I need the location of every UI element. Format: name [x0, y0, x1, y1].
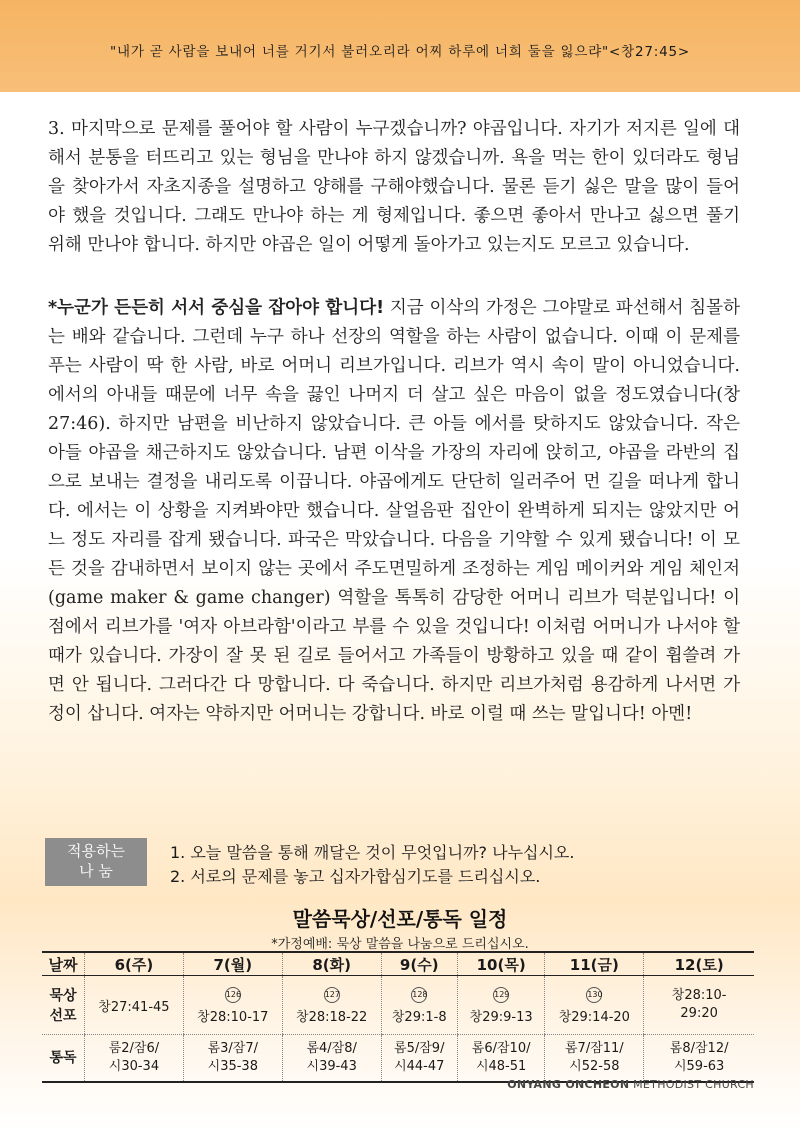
reading-part-b: 시30-34: [108, 1059, 160, 1074]
reading-part-a: 롬4/잠8/: [306, 1041, 357, 1056]
reading-part-a: 룸2/잠6/: [108, 1041, 160, 1056]
meditation-cell: [381, 976, 457, 1035]
reading-cell: [644, 1035, 754, 1083]
header-cell: 11(금): [545, 952, 644, 976]
meditation-cell: [545, 976, 644, 1035]
row-label-b: 선포: [49, 1008, 77, 1024]
reading-cell: [85, 1035, 184, 1083]
day-number-badge: 128: [411, 987, 427, 1003]
reading-part-b: 시52-58: [569, 1059, 620, 1074]
reading-cell: [282, 1035, 381, 1083]
apply-item-1: 1. 오늘 말씀을 통해 깨달은 것이 무엇입니까? 나누십시오.: [170, 843, 575, 862]
meditation-cell: [85, 976, 184, 1035]
paragraph-3: 3. 마지막으로 문제를 풀어야 할 사람이 누구겠습니까? 야곱입니다. 자기가 저지른 일에 대해서 분통을 터뜨리고 있는 형님을 만나야 하지 않겠습니까. 욕을 먹는 한이 있더라도 형님을 찾아가서 자초지종을 설명하고 양해를 구해야했습니다. 물론 듣기 싫은 말을 많이 들어야 했을 것입니다. 그래도 만나야 하는 게 형제입니다. 좋으면 좋아서 만나고 싫으면 풀기 위해 만나야 합니다. 하지만 야곱은 일이 어떻게 돌아가고 있는지도 모르고 있습니다.: [48, 119, 740, 255]
header-cell: 8(화): [282, 952, 381, 976]
passage-ref: 창28:18-22: [296, 1009, 368, 1025]
meditation-row: [42, 976, 754, 1035]
meditation-cell: [457, 976, 545, 1035]
row-label-a: 묵상: [49, 988, 77, 1004]
apply-label-line2: 나 눔: [79, 862, 113, 880]
passage-ref: 창28:10-29:20: [671, 988, 727, 1021]
schedule-table: [42, 951, 754, 1083]
schedule-title: 말씀묵상/선포/통독 일정: [292, 907, 508, 931]
day-number-badge: 130: [586, 987, 602, 1003]
church-name-rest: METHODIST CHURCH: [633, 1078, 754, 1091]
meditation-cell: [644, 976, 754, 1035]
header-cell: 날짜: [42, 952, 85, 976]
passage-ref: 창28:10-17: [197, 1009, 269, 1025]
header-cell: 9(수): [381, 952, 457, 976]
church-name: [507, 1078, 754, 1091]
reading-part-b: 시59-63: [673, 1059, 725, 1074]
paragraph-body: 지금 이삭의 가정은 그야말로 파선해서 침몰하는 배와 같습니다. 그런데 누구 하나 선장의 역할을 하는 사람이 없습니다. 이때 이 문제를 푸는 사람이 딱 한 사람, 바로 어머니 리브가입니다. 리브가 역시 속이 말이 아니었습니다. 에서의 아내들 때문에 너무 속을 끓인 나머지 더 살고 싶은 마음이 없을 정도였습니다(창27:46). 하지만 남편을 비난하지 않았습니다. 큰 아들 에서를 탓하지도 않았습니다. 작은 아들 야곱을 채근하지도 않았습니다. 남편 이삭을 가장의 자리에 앉히고, 야곱을 라반의 집으로 보내는 결정을 내리도록 이끕니다. 야곱에게도 단단히 일러주어 먼 길을 떠나게 합니다. 에서는 이 상황을 지켜봐야만 했습니다. 살얼음판 집안이 완벽하게 되지는 않았지만 어느 정도 자리를 잡게 됐습니다. 파국은 막았습니다. 다음을 기약할 수 있게 됐습니다! 이 모든 것을 감내하면서 보이지 않는 곳에서 주도면밀하게 조정하는 게임 메이커와 게임 체인저(game maker & game changer) 역할을 톡톡히 감당한 어머니 리브가 덕분입니다! 이 점에서 리브가를 '여자 아브라함'이라고 부를 수 있을 것입니다! 이처럼 어머니가 나서야 할 때가 있습니다. 가장이 잘 못 된 길로 들어서고 가족들이 방황하고 있을 때 같이 휩쓸려 가면 안 됩니다. 그러다간 다 망합니다. 다 죽습니다. 하지만 리브가처럼 용감하게 나서면 가정이 삽니다. 여자는 약하지만 어머니는 강합니다. 바로 이럴 때 쓰는 말입니다! 아멘!: [48, 298, 740, 724]
apply-label-line1: 적용하는: [67, 842, 125, 860]
reading-part-a: 롬5/잠9/: [394, 1041, 445, 1056]
paragraph-lead: *누군가 든든히 서서 중심을 잡아야 합니다!: [48, 298, 385, 318]
reading-part-a: 롬7/잠11/: [564, 1041, 624, 1056]
apply-label-box: [45, 838, 147, 886]
passage-ref: 창29:1-8: [391, 1009, 447, 1025]
schedule-header-row: [42, 952, 754, 976]
passage-ref: 창29:9-13: [469, 1009, 533, 1025]
day-number-badge: 126: [225, 987, 241, 1003]
day-number-badge: 127: [324, 987, 340, 1003]
passage-ref: 창29:14-20: [558, 1009, 630, 1025]
reading-part-a: 롬8/잠12/: [669, 1041, 729, 1056]
reading-row: [42, 1035, 754, 1083]
header-cell: 7(월): [183, 952, 282, 976]
reading-part-b: 시35-38: [207, 1059, 258, 1074]
passage-ref: 창27:41-45: [98, 999, 170, 1015]
header-cell: 12(토): [644, 952, 754, 976]
reading-part-b: 시48-51: [475, 1059, 527, 1074]
church-name-bold: ONYANG ONCHEON: [507, 1078, 630, 1091]
reading-cell: [183, 1035, 282, 1083]
paragraph-main: [48, 294, 740, 729]
reading-cell: [381, 1035, 457, 1083]
reading-part-b: 시39-43: [306, 1059, 357, 1074]
reading-cell: [457, 1035, 545, 1083]
header-cell: 10(목): [457, 952, 545, 976]
meditation-row-label: [42, 976, 85, 1035]
meditation-cell: [282, 976, 381, 1035]
day-number-badge: 129: [493, 987, 509, 1003]
schedule-note: *가정예배: 묵상 말씀을 나눔으로 드리십시오.: [271, 937, 529, 952]
header-quote: "내가 곧 사람을 보내어 너를 거기서 불러오리라 어찌 하루에 너희 둘을 잃으랴"<창27:45>: [109, 44, 691, 60]
apply-item-2: 2. 서로의 문제를 놓고 십자가합심기도를 드리십시오.: [170, 867, 541, 886]
reading-cell: [545, 1035, 644, 1083]
header-cell: 6(주): [85, 952, 184, 976]
reading-row-label: 통독: [42, 1035, 85, 1083]
reading-part-b: 시44-47: [394, 1059, 445, 1074]
meditation-cell: [183, 976, 282, 1035]
reading-part-a: 롬6/잠10/: [471, 1041, 531, 1056]
reading-part-a: 롬3/잠7/: [207, 1041, 259, 1056]
